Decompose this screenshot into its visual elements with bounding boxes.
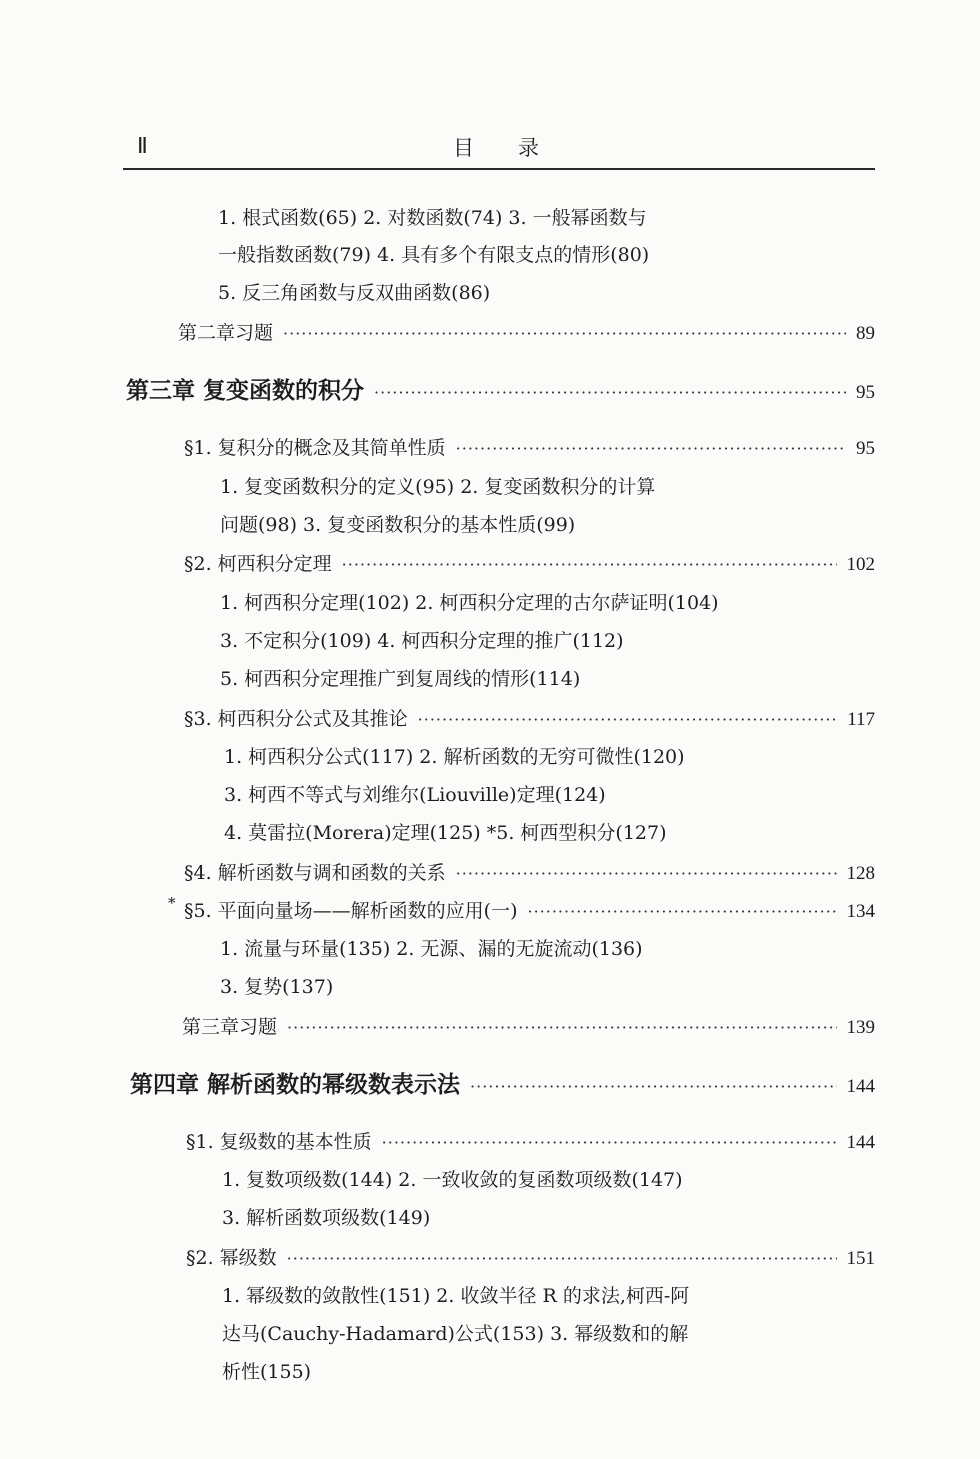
section-title: §4. 解析函数与调和函数的关系 [184,862,446,884]
toc-subitems: 一般指数函数(79) 4. 具有多个有限支点的情形(80) [218,244,650,266]
leader-dots [456,439,846,458]
toc-subitems: 3. 复势(137) [220,976,334,998]
leader-dots [374,383,846,402]
chapter-title: 第三章 复变函数的积分 [126,377,365,404]
leader-dots [287,1018,836,1037]
toc-subitems: 析性(155) [222,1361,312,1383]
toc-subitems: 1. 柯西积分公式(117) 2. 解析函数的无穷可微性(120) [224,746,685,768]
entry-page: 95 [856,382,875,403]
toc-subitems: 1. 柯西积分定理(102) 2. 柯西积分定理的古尔萨证明(104) [220,592,719,614]
entry-page: 89 [856,323,875,344]
toc-entry-chapter3-exercises[interactable] [182,1012,875,1039]
leader-dots [528,902,837,921]
entry-page: 102 [846,554,875,575]
toc-subitems: 4. 莫雷拉(Morera)定理(125) *5. 柯西型积分(127) [224,822,667,844]
section-title: §2. 幂级数 [186,1247,277,1269]
toc-entry-section-4-1[interactable] [186,1127,875,1154]
entry-page: 144 [846,1132,875,1153]
section-title: §3. 柯西积分公式及其推论 [184,708,408,730]
toc-entry-section-4-2[interactable] [186,1243,875,1270]
toc-entry-section-3-5[interactable] [184,896,875,923]
section-title: §5. 平面向量场——解析函数的应用(一) [184,900,518,922]
page-number: Ⅱ [137,133,148,158]
entry-page: 139 [846,1017,875,1038]
toc-entry-section-3-2[interactable] [184,549,875,576]
toc-entry-section-3-1[interactable] [184,433,875,460]
toc-entry-section-3-4[interactable] [184,858,875,885]
toc-entry-chapter4[interactable] [130,1066,875,1099]
section-title: §1. 复级数的基本性质 [186,1131,372,1153]
entry-page: 128 [846,863,875,884]
entry-label: 第三章习题 [182,1016,278,1038]
page-header [123,128,875,170]
leader-dots [342,555,837,574]
running-title: 目录 [453,136,583,160]
toc-subitems: 5. 反三角函数与反双曲函数(86) [218,282,491,304]
entry-page: 134 [846,901,875,922]
entry-page: 144 [846,1076,875,1097]
entry-page: 151 [846,1248,875,1269]
section-title: §2. 柯西积分定理 [184,553,332,575]
toc-subitems: 1. 幂级数的敛散性(151) 2. 收敛半径 R 的求法,柯西-阿 [222,1285,690,1307]
entry-label: 第二章习题 [178,322,274,344]
toc-entry-chapter3[interactable] [126,372,875,405]
leader-dots [470,1077,836,1096]
toc-subitems: 1. 根式函数(65) 2. 对数函数(74) 3. 一般幂函数与 [218,207,647,229]
leader-dots [456,864,837,883]
toc-subitems: 5. 柯西积分定理推广到复周线的情形(114) [220,668,581,690]
toc-subitems: 3. 不定积分(109) 4. 柯西积分定理的推广(112) [220,630,624,652]
toc-entry-section-3-3[interactable] [184,704,875,731]
toc-subitems: 3. 柯西不等式与刘维尔(Liouville)定理(124) [224,784,606,806]
leader-dots [287,1249,837,1268]
leader-dots [418,710,838,729]
leader-dots [283,324,846,343]
toc-subitems: 3. 解析函数项级数(149) [222,1207,431,1229]
toc-entry-chapter2-exercises[interactable] [178,318,875,345]
section-title: §1. 复积分的概念及其简单性质 [184,437,446,459]
entry-page: 117 [847,709,875,730]
chapter-title: 第四章 解析函数的幂级数表示法 [130,1071,461,1098]
leader-dots [382,1133,837,1152]
toc-subitems: 1. 流量与环量(135) 2. 无源、漏的无旋流动(136) [220,938,643,960]
entry-page: 95 [856,438,875,459]
toc-subitems: 1. 复数项级数(144) 2. 一致收敛的复函数项级数(147) [222,1169,683,1191]
toc-subitems: 问题(98) 3. 复变函数积分的基本性质(99) [220,514,576,536]
optional-section-mark: * [168,894,176,912]
toc-subitems: 达马(Cauchy-Hadamard)公式(153) 3. 幂级数和的解 [222,1323,689,1345]
toc-subitems: 1. 复变函数积分的定义(95) 2. 复变函数积分的计算 [220,476,656,498]
